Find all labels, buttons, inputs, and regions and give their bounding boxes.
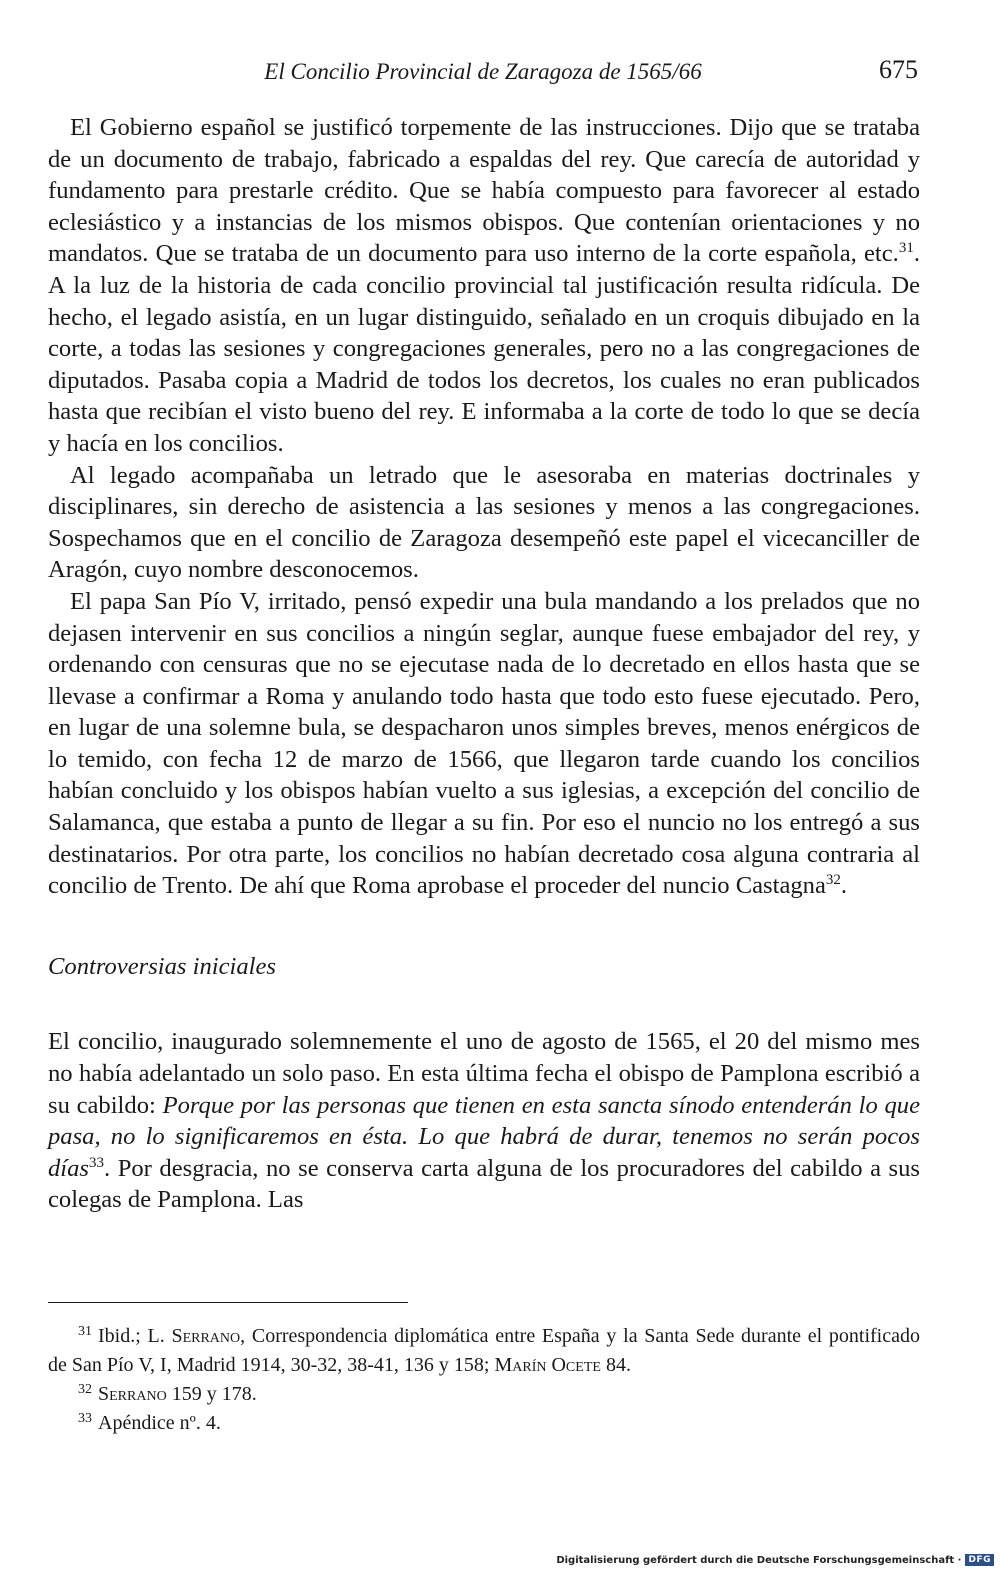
paragraph-text: . <box>840 872 848 900</box>
paragraph-text: . A la luz de la historia de cada concilio provincial tal justificación resulta ridícula. De hecho, el legado asistía, en un lugar distinguido, señalado en un croquis dibujado en la corte, a todas las sesiones y congregaciones generales, pero no a las congregaciones de diputados. Pasaba copia a Madrid de todos los decretos, los cuales no eran publicados hasta que recibían el visto bueno del rey. E informaba a la corte de todo lo que se decía y hacía en los concilios. <box>48 240 920 457</box>
paragraph-text: Al legado acompañaba un letrado que le asesoraba en materias doctrinales y disciplinares, sin derecho de asistencia a las sesiones y menos a las congregaciones. Sospechamos que en el concilio de Zaragoza desempeñó este papel el vicecanciller de Aragón, cuyo nombre desconocemos. <box>48 461 920 584</box>
footnote-ref-32[interactable]: 32 <box>825 872 841 889</box>
footnote-text: 159 y 178. <box>166 1383 257 1405</box>
paragraph-3 <box>48 586 920 902</box>
section-heading: Controversias iniciales <box>48 952 276 980</box>
body-text <box>48 112 920 1216</box>
dfg-logo-icon: DFG <box>965 1554 994 1566</box>
running-title: El Concilio Provincial de Zaragoza de 1565/66 <box>264 59 702 84</box>
footnote-number: 31 <box>78 1324 92 1339</box>
page-header <box>48 55 918 91</box>
footnote-text: 84. <box>600 1354 631 1376</box>
paragraph-1 <box>48 112 920 460</box>
author-name: Serrano <box>98 1383 167 1405</box>
footnote-ref-33[interactable]: 33 <box>89 1154 104 1171</box>
footnote-text: Apéndice nº. 4. <box>98 1412 221 1434</box>
footnote-text: Ibid.; L. <box>98 1325 172 1347</box>
credit-text: Digitalisierung gefördert durch die Deutsche Forschungsgemeinschaft · <box>556 1554 962 1566</box>
paragraph-4 <box>48 1026 920 1216</box>
paragraph-2 <box>48 460 920 586</box>
page-number: 675 <box>879 55 918 84</box>
footnote-32 <box>48 1380 920 1409</box>
quote-text: Porque por las personas que tienen en esta sancta sínodo entenderán lo que pasa, no lo significaremos en ésta. Lo que habrá de durar, tenemos no serán pocos días <box>48 1091 920 1182</box>
paragraph-text: El concilio, inaugurado solemnemente el uno de agosto de 1565, el 20 del mismo mes no había adelantado un solo paso. En esta última fecha el obispo de Pamplona escribió a su cabildo: <box>48 1028 920 1119</box>
footnote-text: , Correspondencia diplomática entre España y la Santa Sede durante el pontificado de San Pío V, I, Madrid 1914, 30-32, 38-41, 136 y 158; <box>48 1325 920 1376</box>
footnote-ref-31[interactable]: 31 <box>898 240 914 257</box>
footnotes <box>48 1322 920 1438</box>
paragraph-text: El papa San Pío V, irritado, pensó expedir una bula mandando a los prelados que no dejasen intervenir en sus concilios a ningún seglar, aunque fuese embajador del rey, y ordenando con censuras que no se ejecutase nada de lo decretado en ellos hasta que se llevase a confirmar a Roma y anulando todo hasta que todo esto fuese ejecutado. Pero, en lugar de una solemne bula, se despacharon unos simples breves, menos enérgicos de lo temido, con fecha 12 de marzo de 1566, que llegaron tarde cuando los concilios habían concluido y los obispos habían vuelto a sus iglesias, a excepción del concilio de Salamanca, que estaba a punto de llegar a su fin. Por eso el nuncio no los entregó a sus destinatarios. Por otra parte, los concilios no habían decretado cosa alguna contraria al concilio de Trento. De ahí que Roma aprobase el proceder del nuncio Castagna <box>48 587 920 900</box>
paragraph-text: . Por desgracia, no se conserva carta alguna de los procuradores del cabildo a sus colegas de Pamplona. Las <box>48 1154 920 1214</box>
author-name: Serrano <box>171 1325 241 1347</box>
digitization-credit <box>556 1554 994 1566</box>
footnote-31 <box>48 1322 920 1380</box>
footnote-number: 32 <box>78 1382 92 1397</box>
footnote-33 <box>48 1409 920 1438</box>
footnote-number: 33 <box>78 1411 92 1426</box>
paragraph-text: El Gobierno español se justificó torpemente de las instrucciones. Dijo que se trataba de un documento de trabajo, fabricado a espaldas del rey. Que carecía de autoridad y fundamento para prestarle crédito. Que se había compuesto para favorecer al estado eclesiástico y a instancias de los mismos obispos. Que contenían orientaciones y no mandatos. Que se trataba de un documento para uso interno de la corte española, etc. <box>48 114 920 268</box>
author-name: Marín Ocete <box>494 1354 601 1376</box>
footnote-divider <box>48 1302 408 1303</box>
